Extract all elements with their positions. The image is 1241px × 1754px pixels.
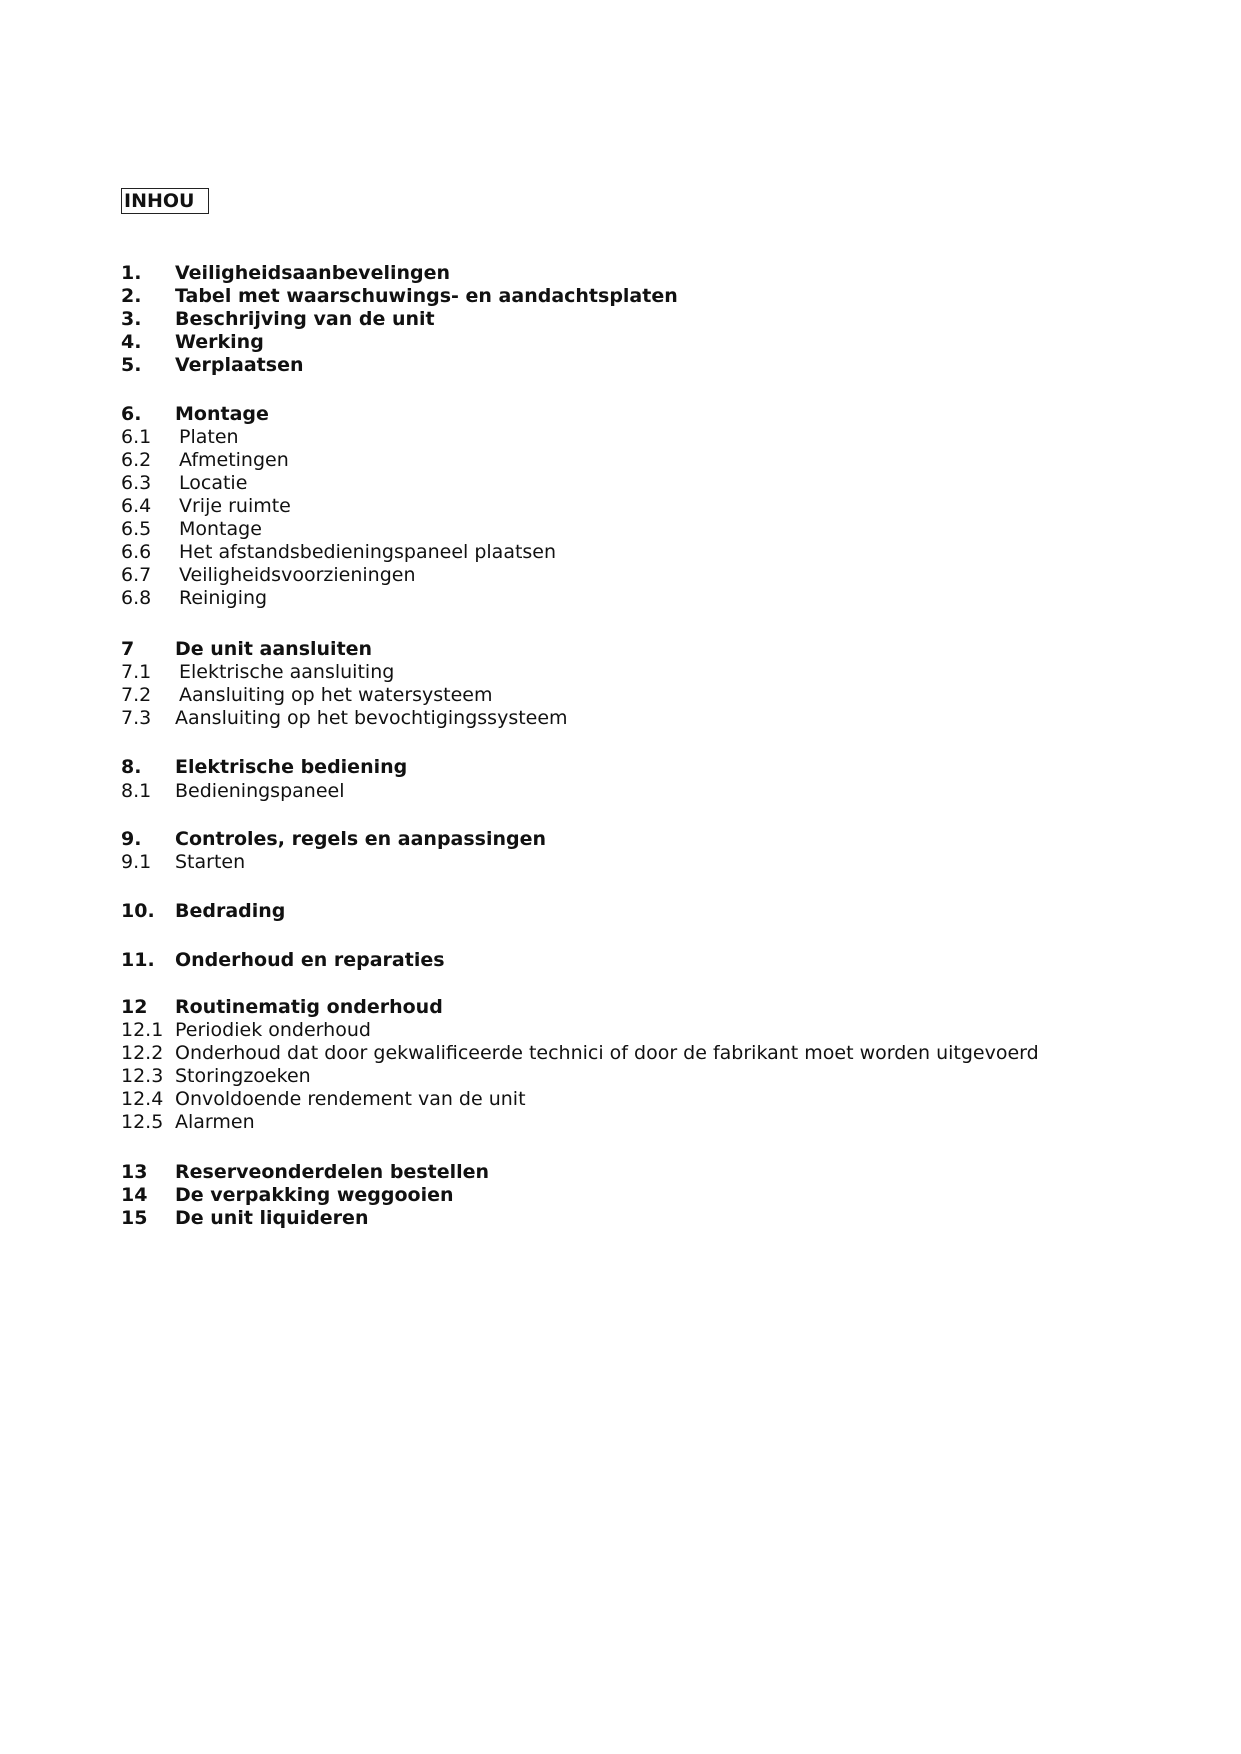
toc-number: 2.	[121, 285, 142, 307]
toc-title: Montage	[175, 403, 269, 425]
toc-title: Routinematig onderhoud	[175, 996, 443, 1018]
toc-number: 8.	[121, 756, 142, 778]
toc-title: Werking	[175, 331, 264, 353]
toc-title: Starten	[175, 851, 246, 873]
toc-title: De verpakking weggooien	[175, 1184, 454, 1206]
toc-title: Reserveonderdelen bestellen	[175, 1161, 490, 1183]
toc-number: 6.2	[121, 449, 152, 471]
toc-number: 1.	[121, 262, 142, 284]
toc-number: 12.4	[121, 1088, 164, 1110]
toc-number: 6.1	[121, 426, 152, 448]
toc-number: 7	[121, 638, 135, 660]
toc-title: Aansluiting op het watersysteem	[179, 684, 493, 706]
toc-title: Veiligheidsaanbevelingen	[175, 262, 451, 284]
toc-number: 12.3	[121, 1065, 164, 1087]
toc-number: 10.	[121, 900, 155, 922]
toc-number: 6.3	[121, 472, 152, 494]
toc-number: 13	[121, 1161, 148, 1183]
toc-title: Elektrische bediening	[175, 756, 408, 778]
toc-title: De unit liquideren	[175, 1207, 369, 1229]
toc-title: Onvoldoende rendement van de unit	[175, 1088, 526, 1110]
toc-title: Storingzoeken	[175, 1065, 311, 1087]
toc-number: 12	[121, 996, 148, 1018]
toc-title: Verplaatsen	[175, 354, 304, 376]
toc-number: 12.2	[121, 1042, 164, 1064]
toc-number: 7.3	[121, 707, 152, 729]
toc-number: 11.	[121, 949, 155, 971]
toc-number: 6.8	[121, 587, 152, 609]
toc-number: 4.	[121, 331, 142, 353]
toc-title: Veiligheidsvoorzieningen	[179, 564, 416, 586]
toc-title: Bedrading	[175, 900, 286, 922]
toc-number: 6.6	[121, 541, 152, 563]
toc-title: Vrije ruimte	[179, 495, 291, 517]
toc-number: 14	[121, 1184, 148, 1206]
toc-title: Tabel met waarschuwings- en aandachtsplaten	[175, 285, 678, 307]
toc-title: Elektrische aansluiting	[179, 661, 395, 683]
toc-title: Locatie	[179, 472, 248, 494]
toc-title: Controles, regels en aanpassingen	[175, 828, 547, 850]
toc-number: 7.2	[121, 684, 152, 706]
page-title: INHOU	[121, 188, 209, 214]
toc-number: 3.	[121, 308, 142, 330]
toc-title: Afmetingen	[179, 449, 289, 471]
toc-title: Reiniging	[179, 587, 268, 609]
toc-title: Onderhoud en reparaties	[175, 949, 445, 971]
toc-title: Het afstandsbedieningspaneel plaatsen	[179, 541, 557, 563]
toc-title: Bedieningspaneel	[175, 780, 345, 802]
toc-number: 6.5	[121, 518, 152, 540]
toc-title: Montage	[179, 518, 262, 540]
toc-title: De unit aansluiten	[175, 638, 373, 660]
toc-title: Periodiek onderhoud	[175, 1019, 371, 1041]
toc-number: 6.4	[121, 495, 152, 517]
toc-number: 6.7	[121, 564, 152, 586]
toc-number: 12.1	[121, 1019, 164, 1041]
toc-number: 12.5	[121, 1111, 164, 1133]
toc-number: 6.	[121, 403, 142, 425]
toc-title: Alarmen	[175, 1111, 255, 1133]
toc-title: Onderhoud dat door gekwalificeerde technici of door de fabrikant moet worden uitgevoerd	[175, 1042, 1039, 1064]
toc-title: Beschrijving van de unit	[175, 308, 435, 330]
toc-number: 9.	[121, 828, 142, 850]
toc-number: 8.1	[121, 780, 152, 802]
toc-number: 9.1	[121, 851, 152, 873]
toc-title: Platen	[179, 426, 239, 448]
toc-number: 15	[121, 1207, 148, 1229]
toc-number: 7.1	[121, 661, 152, 683]
toc-number: 5.	[121, 354, 142, 376]
toc-title: Aansluiting op het bevochtigingssysteem	[175, 707, 568, 729]
